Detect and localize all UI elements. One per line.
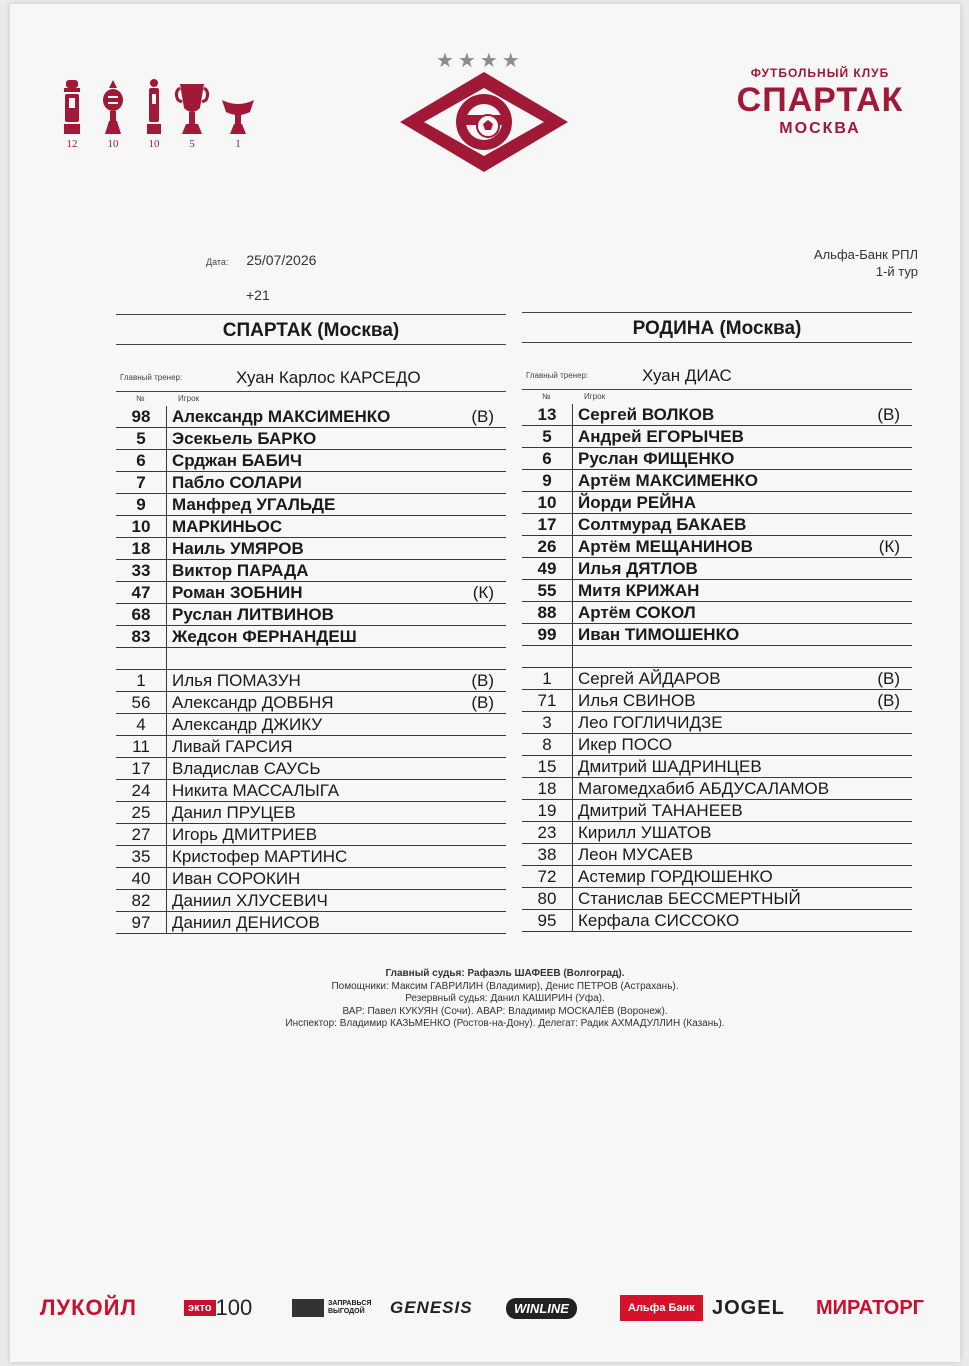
player-name: Данил ПРУЦЕВ bbox=[172, 803, 296, 822]
player-name: Иван ТИМОШЕНКО bbox=[578, 625, 740, 644]
separator-row bbox=[522, 646, 912, 668]
club-wordmark bbox=[710, 66, 930, 138]
coach-label: Главный тренер: bbox=[526, 371, 589, 380]
player-name: Пабло СОЛАРИ bbox=[172, 473, 302, 492]
player-row bbox=[522, 778, 912, 800]
player-name: Александр ДОВБНЯ bbox=[172, 693, 334, 712]
lineup-sheet bbox=[10, 4, 960, 1362]
player-row bbox=[522, 448, 912, 470]
player-row bbox=[522, 712, 912, 734]
player-number: 6 bbox=[542, 449, 552, 468]
away-coach-row bbox=[522, 365, 912, 390]
player-name: Жедсон ФЕРНАНДЕШ bbox=[172, 627, 357, 646]
player-row bbox=[116, 406, 506, 428]
player-row bbox=[116, 516, 506, 538]
player-number: 8 bbox=[542, 735, 552, 754]
player-number: 11 bbox=[132, 737, 150, 756]
reserve-referee: Резервный судья: Данил КАШИРИН (Уфа). bbox=[405, 993, 605, 1004]
genesis-logo: GENESIS bbox=[390, 1298, 473, 1317]
player-number: 1 bbox=[136, 671, 146, 690]
player-role-mark: (В) bbox=[471, 693, 494, 712]
crest-stars: ★★★★ bbox=[436, 50, 524, 72]
ekto-number: 100 bbox=[215, 1295, 253, 1320]
player-name: Руслан ФИЩЕНКО bbox=[578, 449, 735, 468]
player-number: 23 bbox=[537, 823, 557, 842]
miratorg-logo: МИРАТОРГ bbox=[816, 1296, 925, 1319]
player-number: 40 bbox=[131, 869, 151, 888]
league-name: Альфа-Банк РПЛ bbox=[813, 247, 918, 262]
player-name: Эсекьель БАРКО bbox=[172, 429, 317, 448]
away-coach-name: Хуан ДИАС bbox=[642, 366, 732, 385]
player-row bbox=[522, 602, 912, 624]
player-role-mark: (В) bbox=[877, 691, 900, 710]
player-name: Сергей АЙДАРОВ bbox=[578, 669, 721, 688]
player-role-mark: (В) bbox=[877, 405, 900, 424]
home-coach-name: Хуан Карлос КАРСЕДО bbox=[236, 368, 421, 387]
player-number: 7 bbox=[136, 473, 146, 492]
player-name: Йорди РЕЙНА bbox=[578, 493, 696, 512]
player-row bbox=[522, 580, 912, 602]
player-number: 10 bbox=[537, 493, 557, 512]
player-name: Сергей ВОЛКОВ bbox=[578, 405, 715, 424]
player-name: Иван СОРОКИН bbox=[172, 869, 301, 888]
player-name: Икер ПОСО bbox=[578, 735, 673, 754]
player-number: 19 bbox=[537, 801, 557, 820]
player-row bbox=[522, 690, 912, 712]
player-name: Ливай ГАРСИЯ bbox=[172, 737, 293, 756]
player-row bbox=[116, 780, 506, 802]
date-row bbox=[206, 252, 316, 268]
player-name: Илья СВИНОВ bbox=[578, 691, 696, 710]
player-number: 68 bbox=[131, 605, 151, 624]
player-name: Астемир ГОРДЮШЕНКО bbox=[578, 867, 773, 886]
player-name: МАРКИНЬОС bbox=[172, 517, 283, 536]
player-row bbox=[522, 888, 912, 910]
trophy-count: 10 bbox=[107, 138, 119, 150]
player-name: Манфред УГАЛЬДЕ bbox=[172, 495, 336, 514]
trophy-count: 10 bbox=[148, 138, 160, 150]
ekto-text: экто bbox=[184, 1300, 216, 1316]
away-lineup bbox=[522, 404, 912, 932]
player-number: 56 bbox=[131, 693, 151, 712]
player-row bbox=[522, 822, 912, 844]
player-row bbox=[522, 844, 912, 866]
home-team-column bbox=[116, 314, 506, 934]
player-row bbox=[522, 470, 912, 492]
russia-cup-trophy bbox=[174, 78, 210, 150]
home-team-name: СПАРТАК (Москва) bbox=[116, 314, 506, 345]
cup-trophy-icon bbox=[144, 78, 164, 136]
player-row bbox=[116, 912, 506, 934]
player-row bbox=[522, 800, 912, 822]
trophy-cabinet bbox=[54, 78, 264, 158]
ussr-trophy-icon bbox=[101, 78, 125, 136]
player-number: 83 bbox=[131, 627, 151, 646]
trophy-count: 12 bbox=[66, 138, 78, 150]
ussr-trophy bbox=[95, 78, 131, 150]
alfabank-text: Альфа Банк bbox=[620, 1295, 703, 1321]
player-name: Игорь ДМИТРИЕВ bbox=[172, 825, 318, 844]
player-number: 4 bbox=[136, 715, 146, 734]
player-row bbox=[522, 514, 912, 536]
championship-trophy-icon bbox=[61, 78, 83, 136]
alfabank-logo bbox=[620, 1292, 703, 1324]
player-number: 15 bbox=[537, 757, 557, 776]
russia-cup-icon bbox=[174, 78, 210, 136]
player-row bbox=[116, 472, 506, 494]
player-role-mark: (К) bbox=[878, 537, 900, 556]
player-number: 1 bbox=[542, 669, 552, 688]
player-row bbox=[116, 494, 506, 516]
player-number: 47 bbox=[131, 583, 151, 602]
player-row bbox=[522, 536, 912, 558]
player-number: 13 bbox=[537, 405, 557, 424]
player-row bbox=[116, 758, 506, 780]
player-number: 82 bbox=[131, 891, 151, 910]
player-number: 5 bbox=[136, 429, 146, 448]
winline-logo bbox=[506, 1292, 577, 1324]
player-number: 80 bbox=[537, 889, 557, 908]
player-number: 55 bbox=[537, 581, 557, 600]
round-name: 1-й тур bbox=[875, 264, 918, 279]
player-role-mark: (В) bbox=[471, 671, 494, 690]
player-number: 17 bbox=[537, 515, 557, 534]
player-name: Наиль УМЯРОВ bbox=[172, 539, 304, 558]
player-name: Виктор ПАРАДА bbox=[172, 561, 309, 580]
match-date: 25/07/2026 bbox=[246, 252, 317, 268]
player-name: Никита МАССАЛЫГА bbox=[172, 781, 340, 800]
player-name: Андрей ЕГОРЫЧЕВ bbox=[578, 427, 744, 446]
zapravsya-text: ЗАПРАВЬСЯ ВЫГОДОЙ bbox=[328, 1300, 372, 1315]
player-name: Артём МЕЩАНИНОВ bbox=[578, 537, 753, 556]
player-row bbox=[116, 582, 506, 604]
player-row bbox=[116, 692, 506, 714]
player-name: Кирилл УШАТОВ bbox=[578, 823, 712, 842]
player-row bbox=[522, 558, 912, 580]
player-number: 6 bbox=[136, 451, 146, 470]
zapravsya-logo bbox=[292, 1292, 372, 1324]
sponsor-bar bbox=[40, 1292, 950, 1328]
player-row bbox=[522, 910, 912, 932]
player-number: 10 bbox=[131, 517, 151, 536]
player-number: 9 bbox=[136, 495, 146, 514]
player-number: 72 bbox=[537, 867, 557, 886]
player-name: Александр ДЖИКУ bbox=[172, 715, 323, 734]
number-header: № bbox=[542, 392, 551, 401]
player-row bbox=[116, 538, 506, 560]
player-number: 71 bbox=[537, 691, 557, 710]
player-name: Дмитрий ТАНАНЕЕВ bbox=[578, 801, 743, 820]
trophy-count: 5 bbox=[189, 138, 195, 150]
player-number: 49 bbox=[537, 559, 557, 578]
column-header bbox=[116, 392, 506, 406]
away-team-name: РОДИНА (Москва) bbox=[522, 312, 912, 343]
player-row bbox=[116, 890, 506, 912]
player-name: Лео ГОГЛИЧИДЗЕ bbox=[578, 713, 723, 732]
player-number: 27 bbox=[131, 825, 151, 844]
player-number: 98 bbox=[131, 407, 151, 426]
player-name: Кристофер МАРТИНС bbox=[172, 847, 348, 866]
player-number: 26 bbox=[537, 537, 557, 556]
player-row bbox=[116, 450, 506, 472]
player-number: 17 bbox=[131, 759, 151, 778]
player-header: Игрок bbox=[178, 394, 200, 403]
column-header bbox=[522, 390, 912, 404]
player-row bbox=[522, 756, 912, 778]
home-lineup bbox=[116, 406, 506, 934]
player-name: Даниил ХЛУСЕВИЧ bbox=[172, 891, 328, 910]
main-referee: Главный судья: Рафаэль ШАФЕЕВ (Волгоград). bbox=[385, 968, 625, 979]
player-name: Митя КРИЖАН bbox=[578, 581, 700, 600]
competition-info bbox=[770, 246, 918, 280]
ekto-logo bbox=[184, 1292, 252, 1324]
player-name: Солтмурад БАКАЕВ bbox=[578, 515, 747, 534]
player-row bbox=[522, 668, 912, 690]
match-officials bbox=[210, 968, 800, 1031]
player-row bbox=[116, 736, 506, 758]
uefa-cup-icon bbox=[220, 78, 256, 136]
championship-trophy bbox=[54, 78, 90, 150]
var-referees: ВАР: Павел КУКУЯН (Сочи). АВАР: Владимир МОСКАЛЁВ (Воронеж). bbox=[342, 1005, 668, 1017]
winline-text: WINLINE bbox=[506, 1298, 577, 1319]
away-team-column bbox=[522, 312, 912, 932]
player-name: Илья ДЯТЛОВ bbox=[578, 559, 698, 578]
player-name: Илья ПОМАЗУН bbox=[172, 671, 301, 690]
player-row bbox=[522, 624, 912, 646]
club-label: ФУТБОЛЬНЫЙ КЛУБ bbox=[750, 66, 890, 80]
player-name: Леон МУСАЕВ bbox=[578, 845, 694, 864]
lukoil-logo: ЛУКОЙЛ bbox=[40, 1295, 137, 1320]
inspector-delegate: Инспектор: Владимир КАЗЬМЕНКО (Ростов-на-Дону). Делегат: Радик АХМАДУЛЛИН (Казань). bbox=[285, 1018, 725, 1029]
assistant-referees: Помощники: Максим ГАВРИЛИН (Владимир), Денис ПЕТРОВ (Астрахань). bbox=[331, 980, 679, 992]
player-name: Срджан БАБИЧ bbox=[172, 451, 302, 470]
club-name: СПАРТАК bbox=[736, 81, 904, 119]
player-row bbox=[116, 868, 506, 890]
player-number: 5 bbox=[542, 427, 552, 446]
player-number: 97 bbox=[131, 913, 151, 932]
player-row bbox=[116, 714, 506, 736]
player-header: Игрок bbox=[584, 392, 606, 401]
coach-label: Главный тренер: bbox=[120, 373, 183, 382]
player-name: Роман ЗОБНИН bbox=[172, 583, 303, 602]
cup-trophy bbox=[136, 78, 172, 150]
uefa-cup-trophy bbox=[220, 78, 256, 150]
player-number: 25 bbox=[131, 803, 151, 822]
player-name: Керфала СИССОКО bbox=[578, 911, 740, 930]
player-row bbox=[116, 626, 506, 648]
player-row bbox=[116, 428, 506, 450]
home-coach-row bbox=[116, 367, 506, 392]
date-label: Дата: bbox=[206, 257, 229, 267]
player-name: Даниил ДЕНИСОВ bbox=[172, 913, 320, 932]
player-row bbox=[116, 802, 506, 824]
player-number: 24 bbox=[131, 781, 151, 800]
player-name: Станислав БЕССМЕРТНЫЙ bbox=[578, 889, 801, 908]
player-number: 18 bbox=[131, 539, 151, 558]
zapravsya-mark bbox=[292, 1299, 324, 1317]
player-number: 18 bbox=[537, 779, 557, 798]
trophy-count: 1 bbox=[235, 138, 241, 150]
player-row bbox=[116, 846, 506, 868]
player-number: 88 bbox=[537, 603, 557, 622]
player-name: Артём СОКОЛ bbox=[578, 603, 696, 622]
player-name: Руслан ЛИТВИНОВ bbox=[172, 605, 334, 624]
player-number: 33 bbox=[131, 561, 151, 580]
player-role-mark: (В) bbox=[471, 407, 494, 426]
player-row bbox=[116, 670, 506, 692]
player-row bbox=[116, 560, 506, 582]
temperature: +21 bbox=[246, 287, 270, 303]
player-row bbox=[116, 604, 506, 626]
player-role-mark: (В) bbox=[877, 669, 900, 688]
player-row bbox=[116, 824, 506, 846]
player-name: Александр МАКСИМЕНКО bbox=[172, 407, 391, 426]
player-number: 99 bbox=[537, 625, 557, 644]
spartak-crest-icon bbox=[398, 70, 570, 174]
player-number: 95 bbox=[537, 911, 557, 930]
player-name: Владислав САУСЬ bbox=[172, 759, 321, 778]
player-number: 3 bbox=[542, 713, 552, 732]
jogel-logo: JOGEL bbox=[712, 1296, 785, 1319]
player-name: Дмитрий ШАДРИНЦЕВ bbox=[578, 757, 762, 776]
player-row bbox=[522, 426, 912, 448]
player-row bbox=[522, 866, 912, 888]
player-number: 9 bbox=[542, 471, 552, 490]
separator-row bbox=[116, 648, 506, 670]
player-role-mark: (К) bbox=[472, 583, 494, 602]
player-row bbox=[522, 492, 912, 514]
player-row bbox=[522, 734, 912, 756]
club-city: МОСКВА bbox=[779, 120, 861, 137]
number-header: № bbox=[136, 394, 145, 403]
player-number: 35 bbox=[131, 847, 151, 866]
player-name: Магомедхабиб АБДУСАЛАМОВ bbox=[578, 779, 830, 798]
player-name: Артём МАКСИМЕНКО bbox=[578, 471, 758, 490]
player-number: 38 bbox=[537, 845, 557, 864]
player-row bbox=[522, 404, 912, 426]
